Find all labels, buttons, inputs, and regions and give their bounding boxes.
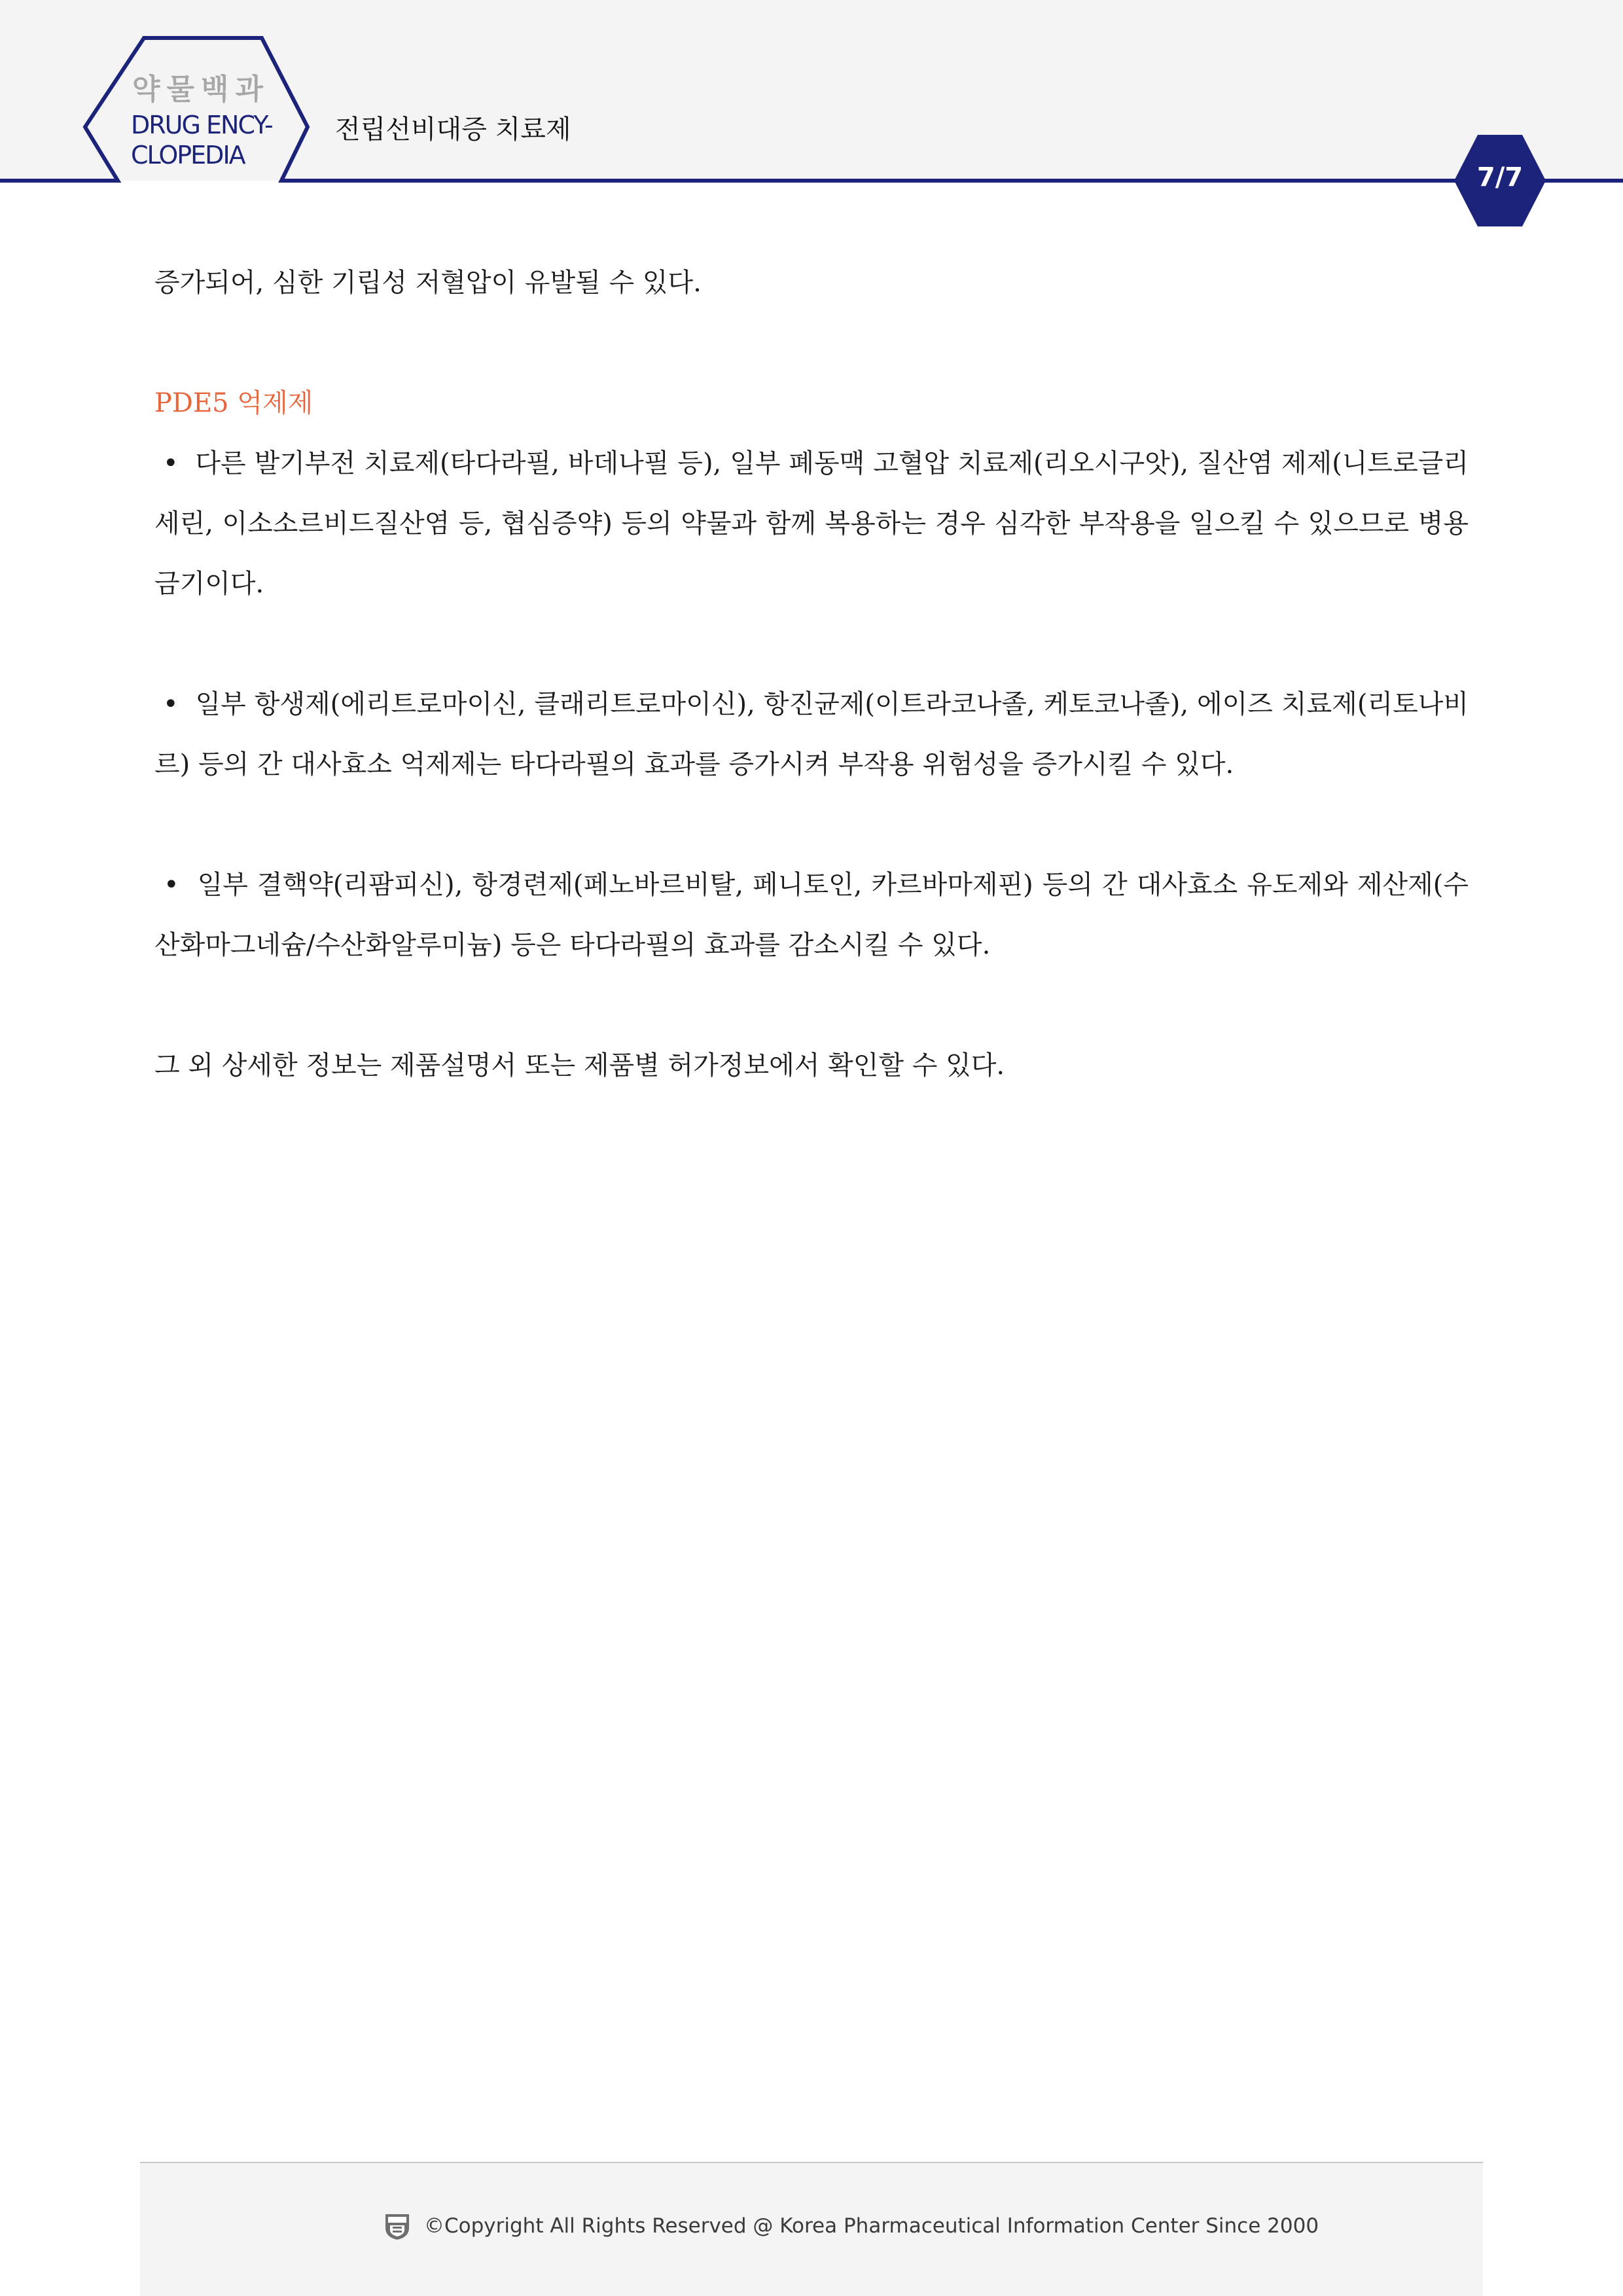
bullet-marker: • <box>162 448 179 478</box>
logo-english-text: DRUG ENCY- CLOPEDIA <box>131 111 272 170</box>
intro-paragraph: 증가되어, 심한 기립성 저혈압이 유발될 수 있다. <box>154 268 702 298</box>
document-title: 전립선비대증 치료제 <box>335 115 571 145</box>
closing-paragraph: 그 외 상세한 정보는 제품설명서 또는 제품별 허가정보에서 확인할 수 있다. <box>154 1050 1005 1081</box>
logo-korean-text: 약물백과 <box>132 73 270 106</box>
document-body <box>154 253 1469 1096</box>
bullet-paragraph-3 <box>154 855 1469 975</box>
bullet-paragraph-1 <box>154 433 1469 614</box>
bullet-text: 다른 발기부전 치료제(타다라필, 바데나필 등), 일부 폐동맥 고혈압 치료제(리오시구앗), 질산염 제제(니트로글리세린, 이소소르비드질산염 등, 협심증약) 등의 약물과 함께 복용하는 경우 심각한 부작용을 일으킬 수 있으므로 병용 금기이다. <box>154 448 1469 599</box>
shield-emblem-icon <box>383 2212 411 2241</box>
bullet-marker: • <box>164 870 179 900</box>
bullet-text: 일부 항생제(에리트로마이신, 클래리트로마이신), 항진균제(이트라코나졸, 케토코나졸), 에이즈 치료제(리토나비르) 등의 간 대사효소 억제제는 타다라필의 효과를 증가시켜 부작용 위험성을 증가시킬 수 있다. <box>154 689 1469 780</box>
bullet-text: 일부 결핵약(리팜피신), 항경련제(페노바르비탈, 페니토인, 카르바마제핀) 등의 간 대사효소 유도제와 제산제(수산화마그네슘/수산화알루미늄) 등은 타다라필의 효과를 감소시킬 수 있다. <box>154 870 1469 960</box>
page-indicator: 7/7 <box>1476 162 1524 192</box>
bullet-paragraph-2 <box>154 674 1469 795</box>
copyright-notice: ©Copyright All Rights Reserved @ Korea Pharmaceutical Information Center Since 2000 <box>424 2214 1319 2238</box>
section-heading: PDE5 억제제 <box>154 388 313 418</box>
bullet-marker: • <box>162 689 179 719</box>
